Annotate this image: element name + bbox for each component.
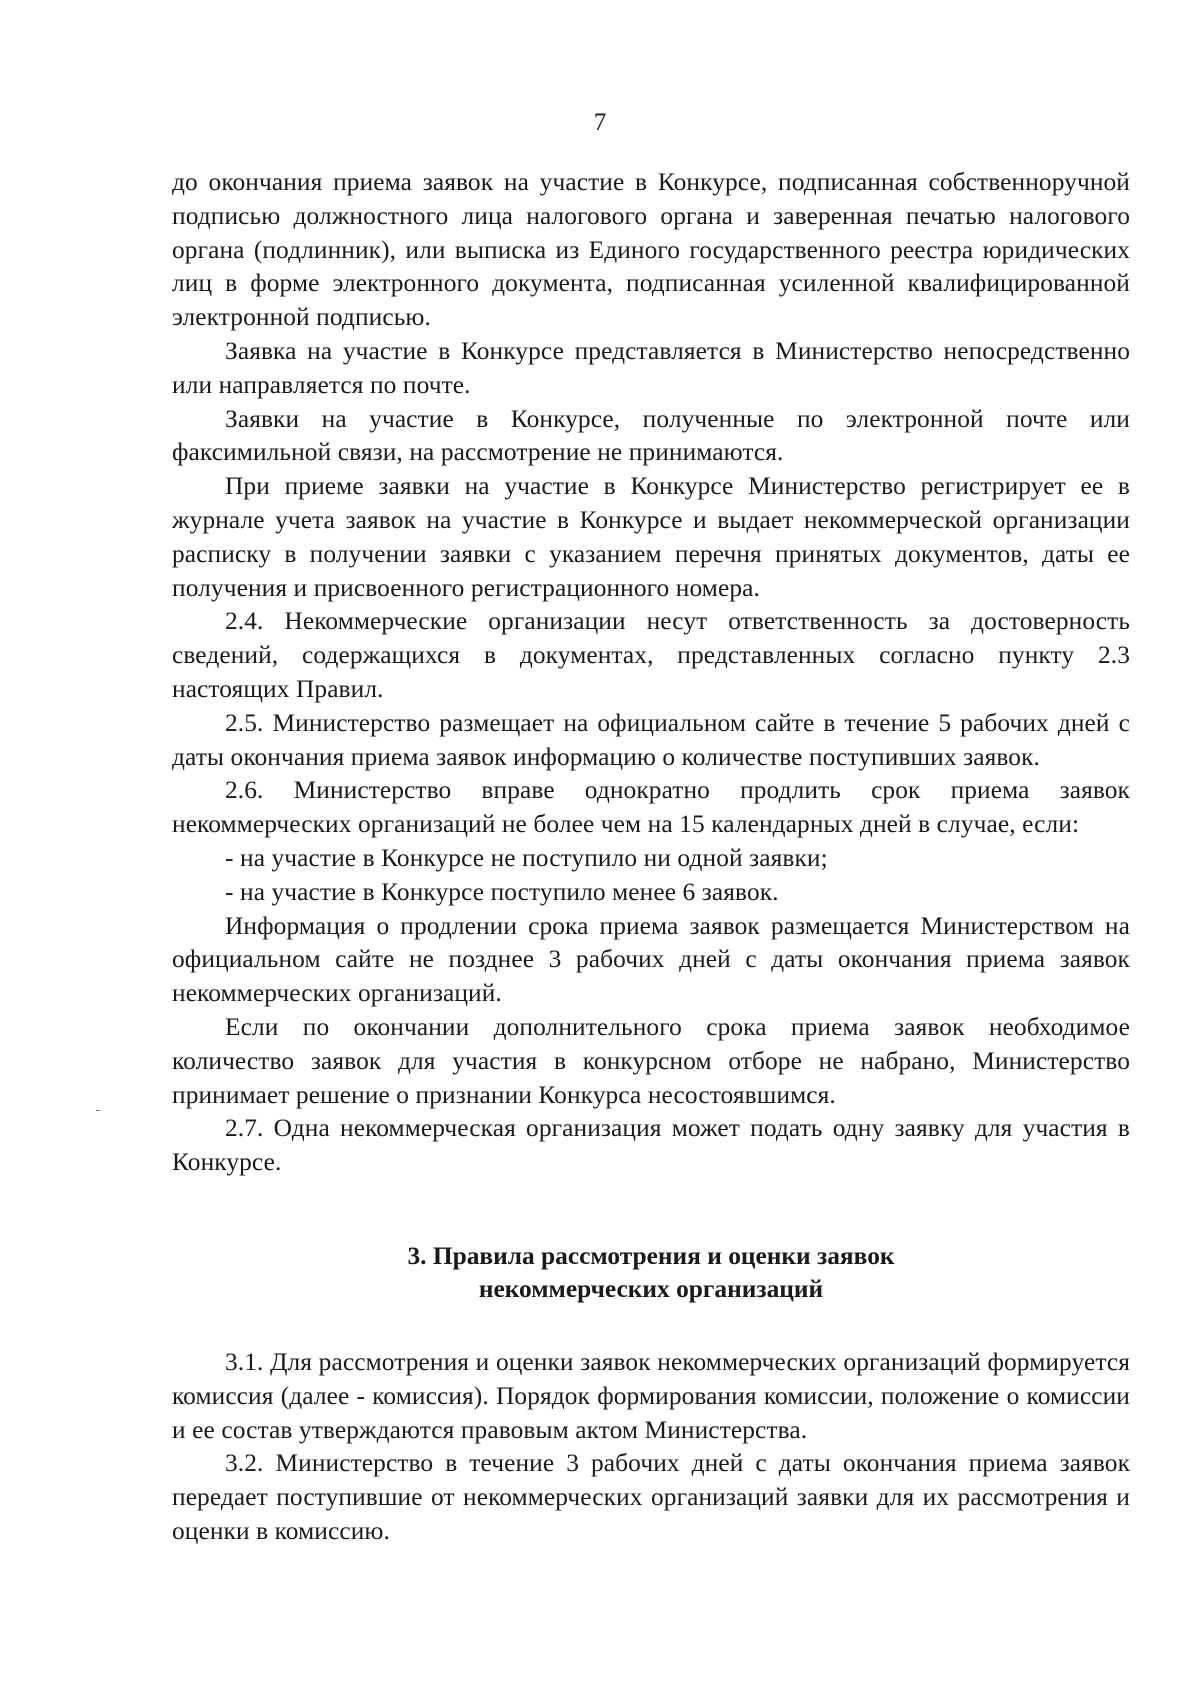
section-heading [172,1240,1130,1306]
paragraph: Информация о продлении срока приема заявок размещается Министерством на официальном сайте не позднее 3 рабочих дней с даты окончания приема заявок некоммерческих организаций. [172,911,1130,1008]
paragraph-2-6: 2.6. Министерство вправе однократно продлить срок приема заявок некоммерческих организаций не более чем на 15 календарных дней в случае, если: [172,776,1130,839]
section-heading-line: 3. Правила рассмотрения и оценки заявок [407,1242,895,1270]
body-text-top [172,166,1130,1180]
paragraph-2-7: 2.7. Одна некоммерческая организация может подать одну заявку для участия в Конкурсе. [172,1114,1130,1177]
paragraph-2-4: 2.4. Некоммерческие организации несут ответственность за достоверность сведений, содержащихся в документах, представленных согласно пункту 2.3 настоящих Правил. [172,607,1130,703]
paragraph: Заявка на участие в Конкурсе представляется в Министерство непосредственно или направляется по почте. [172,336,1130,399]
scan-artifact [96,1110,100,1111]
body-text-bottom [172,1346,1130,1549]
paragraph: до окончания приема заявок на участие в Конкурсе, подписанная собственноручной подписью должностного лица налогового органа и заверенная печатью налогового органа (подлинник), или выписка из Единого государственного реестра юридических лиц в форме электронного документа, подписанная усиленной квалифицированной электронной подписью. [172,168,1130,332]
section-heading-line: некоммерческих организаций [478,1275,824,1303]
list-item: - на участие в Конкурсе поступило менее 6 заявок. [225,877,779,906]
paragraph: Если по окончании дополнительного срока приема заявок необходимое количество заявок для участия в конкурсном отборе не набрано, Министерство принимает решение о признании Конкурса несостоявшимся. [172,1012,1130,1109]
paragraph-2-5: 2.5. Министерство размещает на официальном сайте в течение 5 рабочих дней с даты окончания приема заявок информацию о количестве поступивших заявок. [172,708,1130,771]
page-number: 7 [593,109,607,136]
paragraph: При приеме заявки на участие в Конкурсе Министерство регистрирует ее в журнале учета заявок на участие в Конкурсе и выдает некоммерческой организации расписку в получении заявки с указанием перечня принятых документов, даты ее получения и присвоенного регистрационного номера. [172,472,1130,602]
paragraph: Заявки на участие в Конкурсе, полученные по электронной почте или факсимильной связи, на рассмотрение не принимаются. [172,404,1130,467]
paragraph-3-1: 3.1. Для рассмотрения и оценки заявок некоммерческих организаций формируется комиссия (далее - комиссия). Порядок формирования комиссии, положение о комиссии и ее состав утверждаются правовым актом Министерства. [172,1348,1130,1444]
list-item: - на участие в Конкурсе не поступило ни одной заявки; [225,843,828,872]
paragraph-3-2: 3.2. Министерство в течение 3 рабочих дней с даты окончания приема заявок передает поступившие от некоммерческих организаций заявки для их рассмотрения и оценки в комиссию. [172,1449,1130,1545]
